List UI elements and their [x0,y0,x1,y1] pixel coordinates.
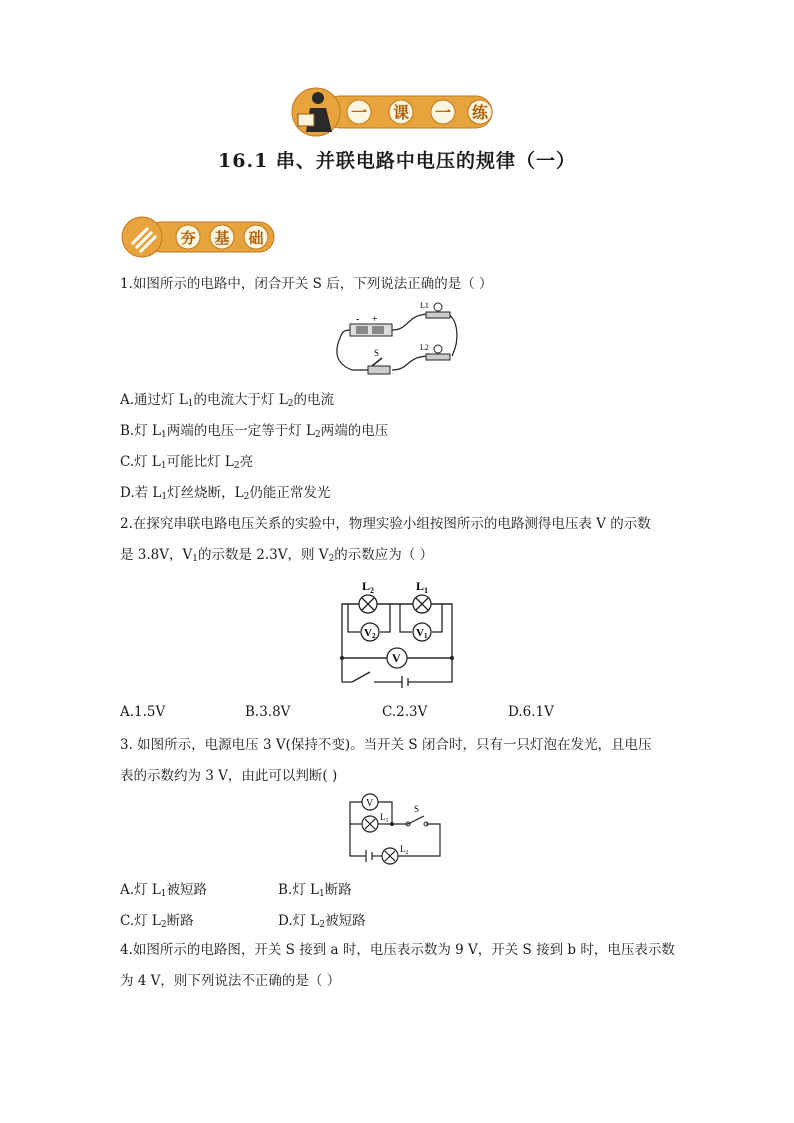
q2-stem-line2: 是 3.8V，$V_1$的示数是 2.3V，则 $V_2$的示数应为（ ） [120,547,434,564]
q4-stem-line1: 4.如图所示的电路图，开关 S 接到 a 时，电压表示数为 9 V，开关 S 接到 b 时，电压表示数 [120,942,675,958]
svg-text:V1: V1 [416,627,428,640]
svg-text:L2: $L_2$ [362,579,375,595]
svg-text:础: 础 [248,231,264,247]
svg-text:L1: $L_1$ [380,812,389,824]
q3-stem-line1: 3. 如图所示，电源电压 3 V(保持不变)。当开关 S 闭合时，只有一只灯泡在发光，且电压 [120,737,652,753]
svg-text:-: - [356,314,360,325]
q3-option-b[interactable]: B.灯 $L_1$断路 [278,882,352,899]
q2-option-c[interactable]: C.2.3V [382,704,428,720]
q2-option-d[interactable]: D.6.1V [508,704,554,720]
svg-text:夯: 夯 [180,231,196,247]
q1-circuit-figure [330,300,460,380]
q3-circuit-figure [342,792,448,868]
svg-text:S: S [414,804,420,814]
svg-text:+: + [372,314,378,325]
svg-text:L1: $L_1$ [416,579,429,595]
svg-text:V2: V2 [364,627,376,640]
q1-option-b[interactable]: B.灯 $L_1$两端的电压一定等于灯 $L_2$两端的电压 [120,423,389,440]
svg-text:L2: L2 [420,343,429,352]
q1-option-a[interactable]: A.通过灯 $L_1$的电流大于灯 $L_2$的电流 [120,392,335,409]
q2-stem-line1: 2.在探究串联电路电压关系的实验中，物理实验小组按图所示的电路测得电压表 V 的示数 [120,516,651,532]
svg-text:V: V [366,798,374,809]
q1-stem: 1.如图所示的电路中，闭合开关 S 后，下列说法正确的是（ ） [120,276,493,292]
q2-circuit-figure [336,578,460,690]
q1-option-d[interactable]: D.若 $L_1$灯丝烧断，$L_2$仍能正常发光 [120,485,331,502]
q3-option-d[interactable]: D.灯 $L_2$被短路 [278,913,366,930]
svg-text:一: 一 [350,105,368,122]
section-badge [118,214,278,258]
svg-text:L2: $L_2$ [400,844,409,856]
q3-option-c[interactable]: C.灯 $L_2$断路 [120,913,194,930]
svg-text:L1: L1 [420,301,429,310]
banner-logo [284,86,500,138]
page-title: 16.1 串、并联电路中电压的规律（一） [218,150,576,172]
q4-stem-line2: 为 4 V，则下列说法不正确的是（ ） [120,973,341,989]
svg-text:课: 课 [392,105,410,122]
q2-option-a[interactable]: A.1.5V [120,704,166,720]
q2-option-b[interactable]: B.3.8V [245,704,291,720]
q3-option-a[interactable]: A.灯 $L_1$被短路 [120,882,208,899]
q1-option-c[interactable]: C.灯 $L_1$可能比灯 $L_2$亮 [120,454,254,471]
svg-text:练: 练 [471,105,489,122]
svg-text:一: 一 [434,105,452,122]
svg-text:V: V [392,651,401,665]
svg-text:基: 基 [214,231,230,247]
svg-text:S: S [374,348,380,358]
q3-stem-line2: 表的示数约为 3 V，由此可以判断( ) [120,768,338,784]
